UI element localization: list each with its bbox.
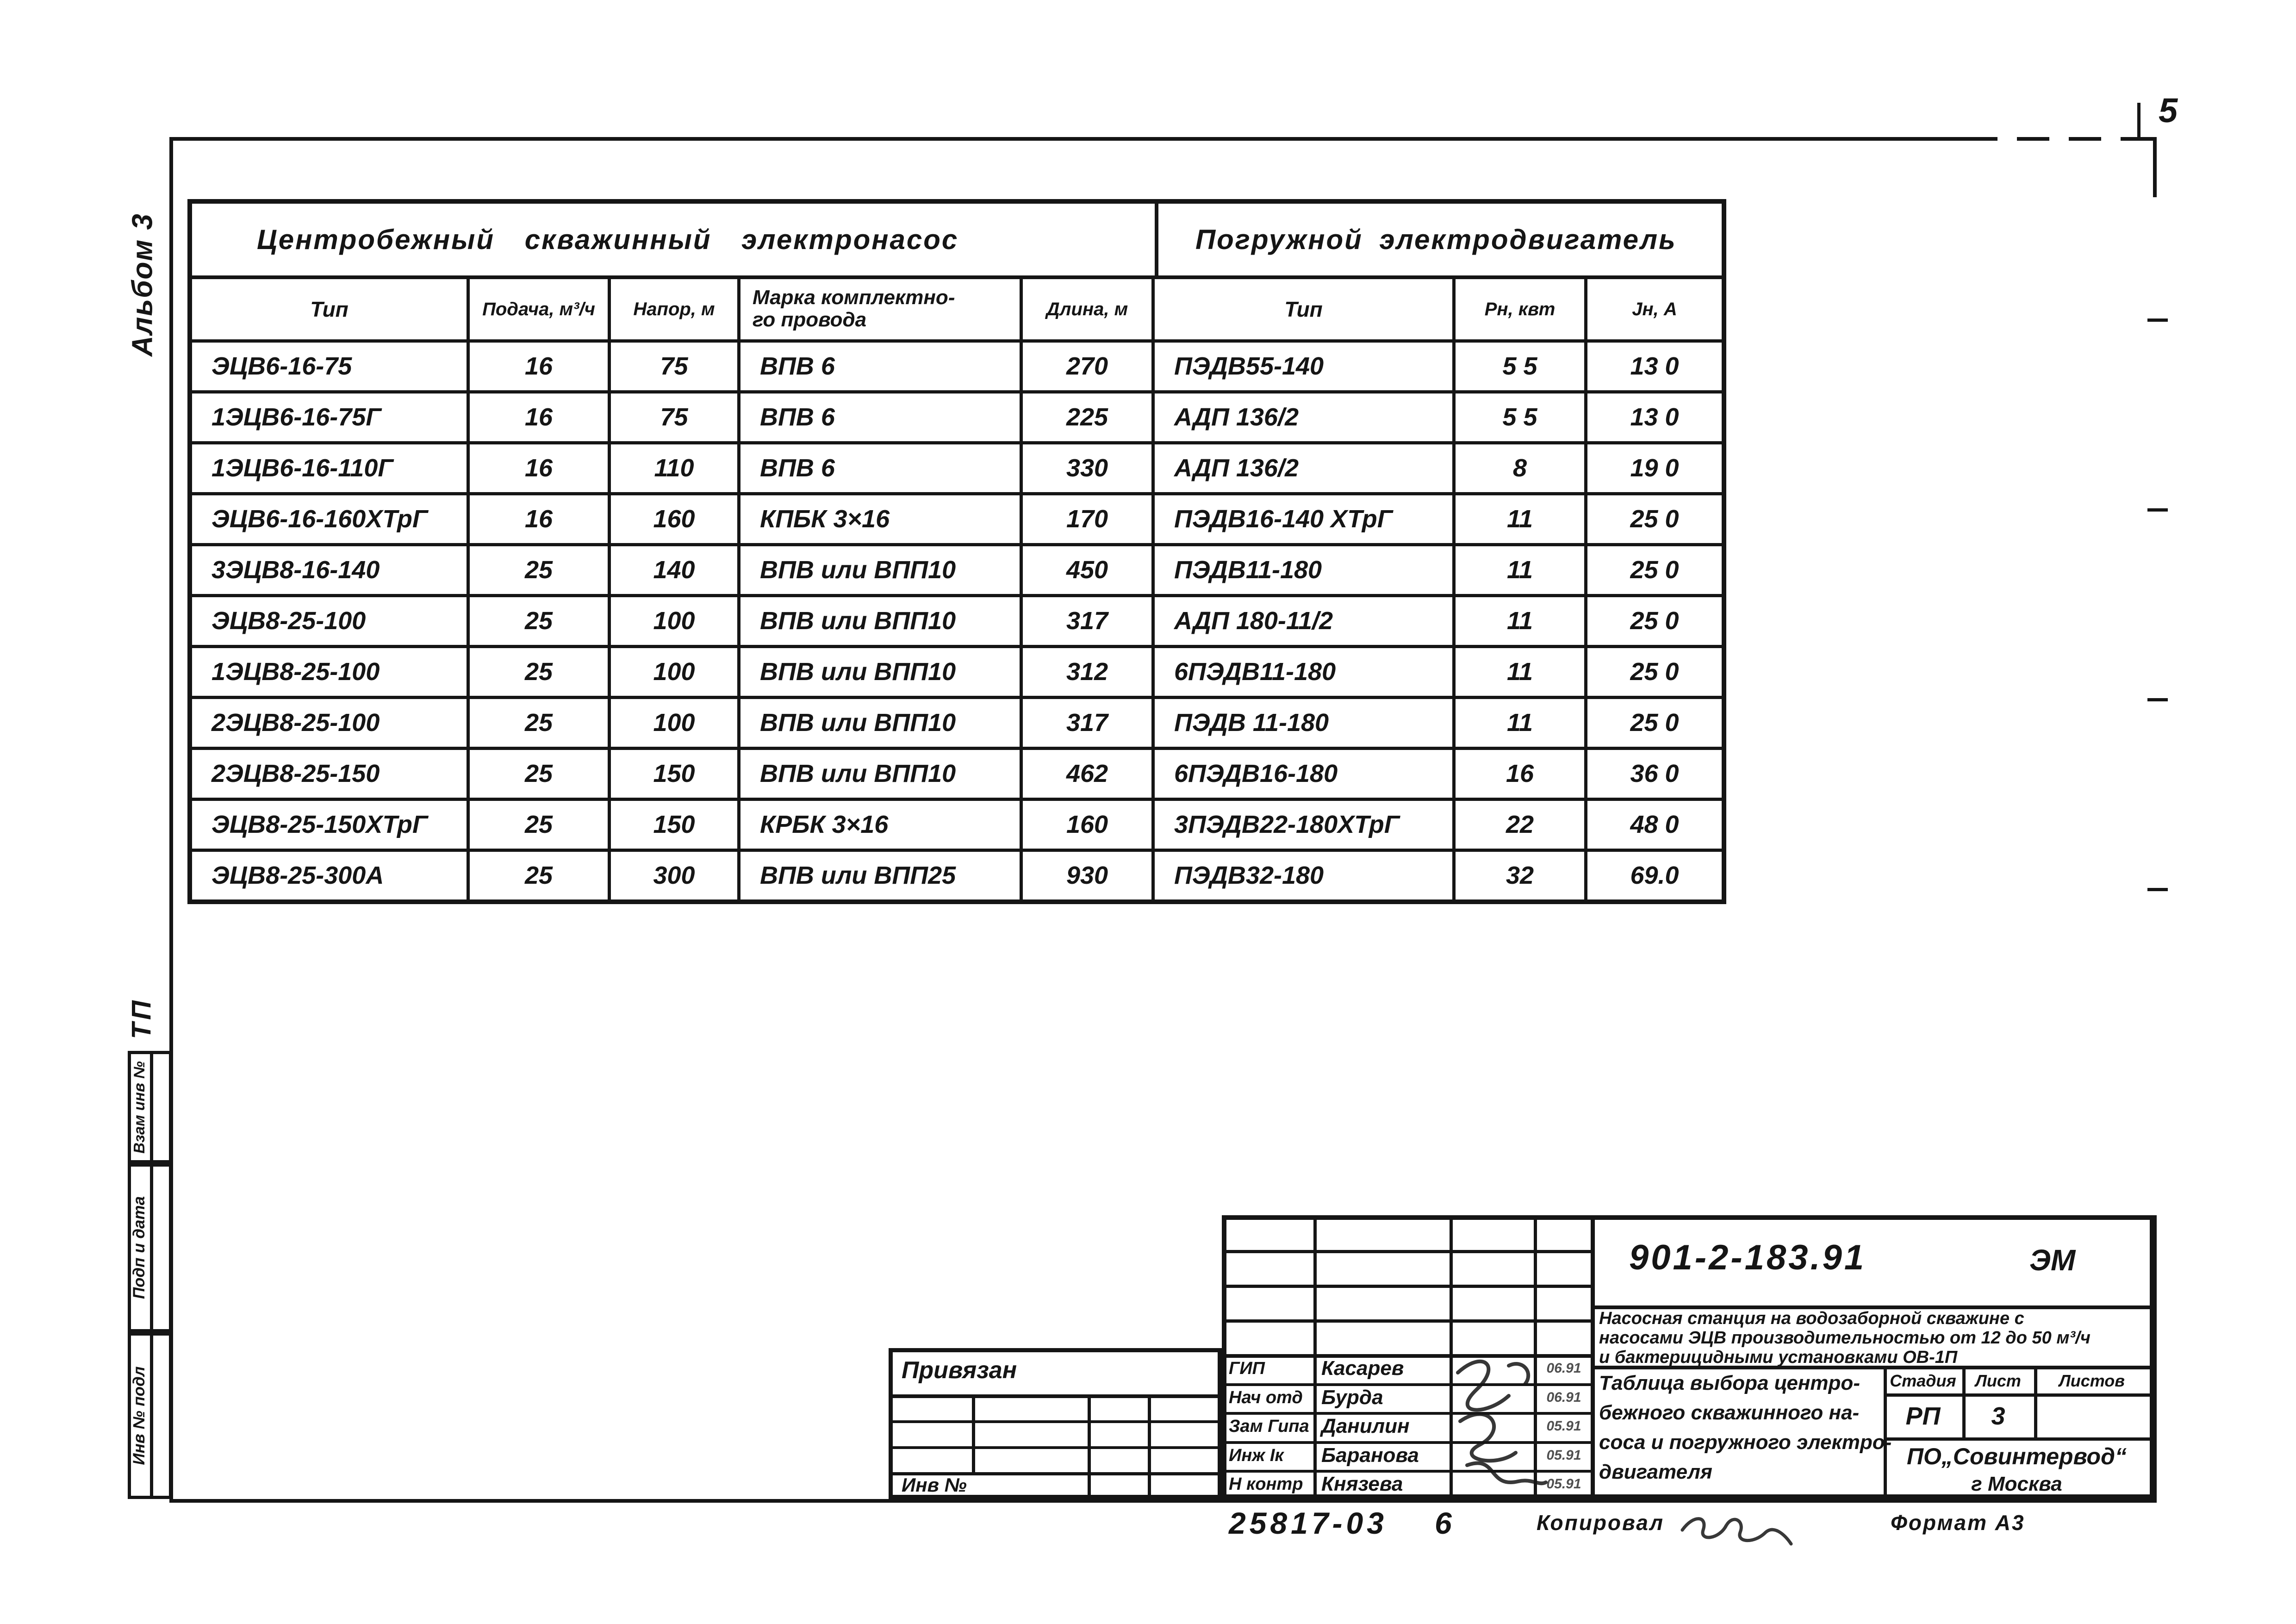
col-header-power: Рн, квт (1456, 279, 1587, 339)
table-cell: 36 0 (1630, 760, 1679, 787)
table-cell: 150 (611, 750, 740, 798)
line (150, 1336, 153, 1496)
section-title-motor: Погружной электродвигатель (1155, 204, 1722, 275)
pump-selection-table (187, 199, 1726, 904)
stage-col-header: Стадия (1890, 1371, 1956, 1390)
line (893, 1420, 1218, 1423)
table-cell: 25 (470, 597, 611, 645)
table-cell: 462 (1023, 750, 1155, 798)
sheet-desc-line3: соса и погружного электро- (1599, 1431, 1892, 1454)
stage-value: РП (1905, 1402, 1941, 1430)
table-cell: 16 (470, 495, 611, 543)
table-cell: 150 (611, 801, 740, 849)
sig-name: Данилин (1321, 1415, 1410, 1438)
table-cell: 25 0 (1630, 556, 1679, 584)
line (1222, 1319, 1595, 1323)
table-cell: ВПВ или ВПП25 (740, 852, 1023, 899)
table-cell: 13 0 (1630, 352, 1679, 380)
table-cell: 6ПЭДВ16-180 (1155, 750, 1456, 798)
table-cell: 25 0 (1630, 709, 1679, 737)
line (150, 1054, 153, 1160)
col-header-type-right: Тип (1155, 279, 1456, 339)
sig-name: Касарев (1321, 1357, 1404, 1380)
header-row (192, 275, 1722, 339)
table-cell: 317 (1023, 597, 1155, 645)
fold-tick (2147, 319, 2168, 322)
sig-date: 05.91 (1546, 1447, 1581, 1463)
line (972, 1394, 975, 1472)
table-cell: ПЭДВ 11-180 (1155, 699, 1456, 747)
table-cell: 270 (1023, 343, 1155, 390)
fold-tick (2147, 698, 2168, 701)
table-cell: 3ЭЦВ8-16-140 (192, 546, 470, 594)
table-row (192, 543, 1722, 594)
frame-top-dashed (1965, 137, 2157, 141)
table-cell: 25 (470, 750, 611, 798)
table-cell: 22 (1456, 801, 1587, 849)
table-cell: 225 (1023, 394, 1155, 441)
privyazan-inv-label: Инв № (902, 1474, 967, 1496)
sheet-col-header: Лист (1975, 1371, 2021, 1390)
table-cell: 450 (1023, 546, 1155, 594)
footer-number: 6 (1435, 1506, 1452, 1540)
section-title-pump: Центробежный скважинный электронасос (257, 224, 959, 255)
copier-signature-scribble (1675, 1505, 1796, 1551)
line (893, 1446, 1218, 1449)
table-row (192, 390, 1722, 441)
project-desc-line1: Насосная станция на водозаборной скважине с (1599, 1309, 2024, 1328)
line (1218, 1348, 1222, 1499)
table-cell: 11 (1456, 546, 1587, 594)
table-cell: 16 (470, 394, 611, 441)
line (1222, 1285, 1595, 1288)
table-cell: ПЭДВ32-180 (1155, 852, 1456, 899)
table-row (192, 849, 1722, 899)
table-cell: 16 (470, 343, 611, 390)
table-cell: 48 0 (1630, 811, 1679, 838)
table-cell: 160 (1023, 801, 1155, 849)
table-cell: 1ЭЦВ6-16-75Г (192, 394, 470, 441)
sig-name: Бурда (1321, 1386, 1383, 1409)
table-cell: 16 (1456, 750, 1587, 798)
fold-tick (2147, 888, 2168, 891)
sheet-value: 3 (1991, 1402, 2005, 1430)
sig-date: 05.91 (1546, 1418, 1581, 1434)
signature-scribble (1439, 1347, 1555, 1498)
copied-by-label: Копировал (1537, 1511, 1664, 1535)
table-cell: 25 0 (1630, 505, 1679, 533)
sig-role: Инж Iк (1229, 1445, 1284, 1465)
col-header-length: Длина, м (1023, 279, 1155, 339)
table-row (192, 339, 1722, 390)
table-cell: 312 (1023, 648, 1155, 696)
doc-code: ЭМ (2029, 1243, 2076, 1277)
table-cell: 2ЭЦВ8-25-150 (192, 750, 470, 798)
frame-right-stub (2153, 137, 2157, 197)
table-cell: 5 5 (1456, 343, 1587, 390)
table-cell: ВПВ 6 (740, 394, 1023, 441)
table-cell: ПЭДВ16-140 ХТрГ (1155, 495, 1456, 543)
fold-tick (2147, 508, 2168, 512)
table-cell: ВПВ или ВПП10 (740, 648, 1023, 696)
table-row (192, 441, 1722, 492)
margin-podp-label: Подп и дата (130, 1196, 148, 1299)
table-row (192, 492, 1722, 543)
table-cell: 100 (611, 648, 740, 696)
col-header-head: Напор, м (611, 279, 740, 339)
table-cell: АДП 180-11/2 (1155, 597, 1456, 645)
line (1222, 1215, 2154, 1220)
table-cell: ВПВ 6 (740, 444, 1023, 492)
col-header-cable (740, 279, 1023, 339)
table-cell: 8 (1456, 444, 1587, 492)
table-cell: 19 0 (1630, 454, 1679, 482)
table-row (192, 594, 1722, 645)
sig-date: 06.91 (1546, 1389, 1581, 1405)
table-row (192, 747, 1722, 798)
table-cell: 2ЭЦВ8-25-100 (192, 699, 470, 747)
table-cell: 100 (611, 699, 740, 747)
table-cell: 11 (1456, 648, 1587, 696)
table-cell: 6ПЭДВ11-180 (1155, 648, 1456, 696)
table-cell: 5 5 (1456, 394, 1587, 441)
page-number-tick (2137, 103, 2140, 138)
table-cell: ВПВ или ВПП10 (740, 750, 1023, 798)
table-cell: 1ЭЦВ6-16-110Г (192, 444, 470, 492)
privyazan-table (889, 1348, 1222, 1499)
table-cell: АДП 136/2 (1155, 444, 1456, 492)
line (150, 1167, 153, 1329)
line (1884, 1437, 2154, 1441)
page-number: 5 (2159, 91, 2178, 130)
margin-inv-label: Инв № подл (130, 1366, 148, 1465)
order-number: 25817-03 (1229, 1506, 1388, 1540)
section-title-row (192, 204, 1722, 275)
table-cell: ВПВ или ВПП10 (740, 546, 1023, 594)
organization-name: ПО„Совинтервод“ (1907, 1443, 2127, 1469)
frame-bottom (169, 1499, 2157, 1503)
sheets-total-col-header: Листов (2059, 1371, 2125, 1390)
col-header-supply: Подача, м³/ч (470, 279, 611, 339)
table-cell: 300 (611, 852, 740, 899)
line (2150, 1215, 2154, 1499)
table-cell: 69.0 (1630, 862, 1679, 889)
table-cell: 330 (1023, 444, 1155, 492)
table-cell: ЭЦВ8-25-300А (192, 852, 470, 899)
table-cell: КРБК 3×16 (740, 801, 1023, 849)
sheet-desc-line2: бежного скважинного на- (1599, 1401, 1860, 1424)
table-cell: АДП 136/2 (1155, 394, 1456, 441)
table-row (192, 798, 1722, 849)
project-desc-line2: насосами ЭЦВ производительностью от 12 до 50 м³/ч (1599, 1328, 2091, 1348)
sig-name: Князева (1321, 1473, 1403, 1496)
doc-number: 901-2-183.91 (1629, 1238, 1867, 1277)
table-cell: 13 0 (1630, 403, 1679, 431)
sig-date: 06.91 (1546, 1361, 1581, 1376)
col-header-type-left: Тип (192, 279, 470, 339)
margin-album-label: Альбом 3 (126, 213, 159, 356)
table-row (192, 696, 1722, 747)
table-cell: ПЭДВ55-140 (1155, 343, 1456, 390)
sig-role: ГИП (1229, 1359, 1265, 1378)
table-cell: КПБК 3×16 (740, 495, 1023, 543)
margin-vzam-label: Взам инв № (131, 1061, 148, 1154)
sig-role: Зам Гипа (1229, 1417, 1309, 1437)
table-cell: 75 (611, 343, 740, 390)
table-cell: ЭЦВ6-16-75 (192, 343, 470, 390)
format-label: Формат А3 (1891, 1511, 2025, 1535)
sig-role: Нач отд (1229, 1387, 1303, 1407)
table-cell: 25 (470, 801, 611, 849)
table-row (192, 645, 1722, 696)
table-cell: ВПВ или ВПП10 (740, 597, 1023, 645)
table-cell: 1ЭЦВ8-25-100 (192, 648, 470, 696)
frame-top (169, 137, 1965, 141)
table-cell: 16 (470, 444, 611, 492)
table-cell: 317 (1023, 699, 1155, 747)
col-header-cable-line1: Марка комплектно- (753, 286, 955, 309)
table-cell: 25 0 (1630, 607, 1679, 635)
table-cell: 25 (470, 648, 611, 696)
table-cell: 11 (1456, 699, 1587, 747)
table-cell: 930 (1023, 852, 1155, 899)
col-header-current: Jн, А (1632, 299, 1677, 319)
col-header-cable-line2: го провода (753, 308, 867, 331)
line (1088, 1394, 1091, 1499)
table-cell: 3ПЭДВ22-180ХТрГ (1155, 801, 1456, 849)
line (889, 1394, 1222, 1398)
project-desc-line3: и бактерицидными установками ОВ-1П (1599, 1348, 1958, 1367)
organization-city: г Москва (1971, 1473, 2062, 1495)
table-cell: 11 (1456, 597, 1587, 645)
privyazan-label: Привязан (902, 1357, 1017, 1384)
table-cell: 160 (611, 495, 740, 543)
line (1222, 1250, 1595, 1253)
table-cell: ВПВ 6 (740, 343, 1023, 390)
sig-name: Баранова (1321, 1443, 1419, 1467)
line (889, 1348, 1222, 1352)
line (1148, 1394, 1151, 1499)
sig-date: 05.91 (1546, 1476, 1581, 1492)
table-cell: ЭЦВ8-25-150ХТрГ (192, 801, 470, 849)
line (889, 1348, 893, 1499)
table-cell: 11 (1456, 495, 1587, 543)
sheet-desc-line4: двигателя (1599, 1461, 1712, 1483)
sheet-desc-line1: Таблица выбора центро- (1599, 1372, 1860, 1394)
table-body (192, 339, 1722, 899)
margin-tp-label: ТП (126, 998, 157, 1039)
table-cell: ВПВ или ВПП10 (740, 699, 1023, 747)
table-cell: 25 0 (1630, 658, 1679, 686)
table-cell: ЭЦВ8-25-100 (192, 597, 470, 645)
table-cell: ЭЦВ6-16-160ХТрГ (192, 495, 470, 543)
title-block (1222, 1215, 2154, 1499)
table-cell: 140 (611, 546, 740, 594)
table-cell: 110 (611, 444, 740, 492)
table-cell: 32 (1456, 852, 1587, 899)
table-cell: 75 (611, 394, 740, 441)
sig-role: Н контр (1229, 1474, 1303, 1494)
table-cell: 100 (611, 597, 740, 645)
table-cell: 25 (470, 546, 611, 594)
table-cell: 25 (470, 699, 611, 747)
table-cell: 170 (1023, 495, 1155, 543)
table-cell: ПЭДВ11-180 (1155, 546, 1456, 594)
table-cell: 25 (470, 852, 611, 899)
